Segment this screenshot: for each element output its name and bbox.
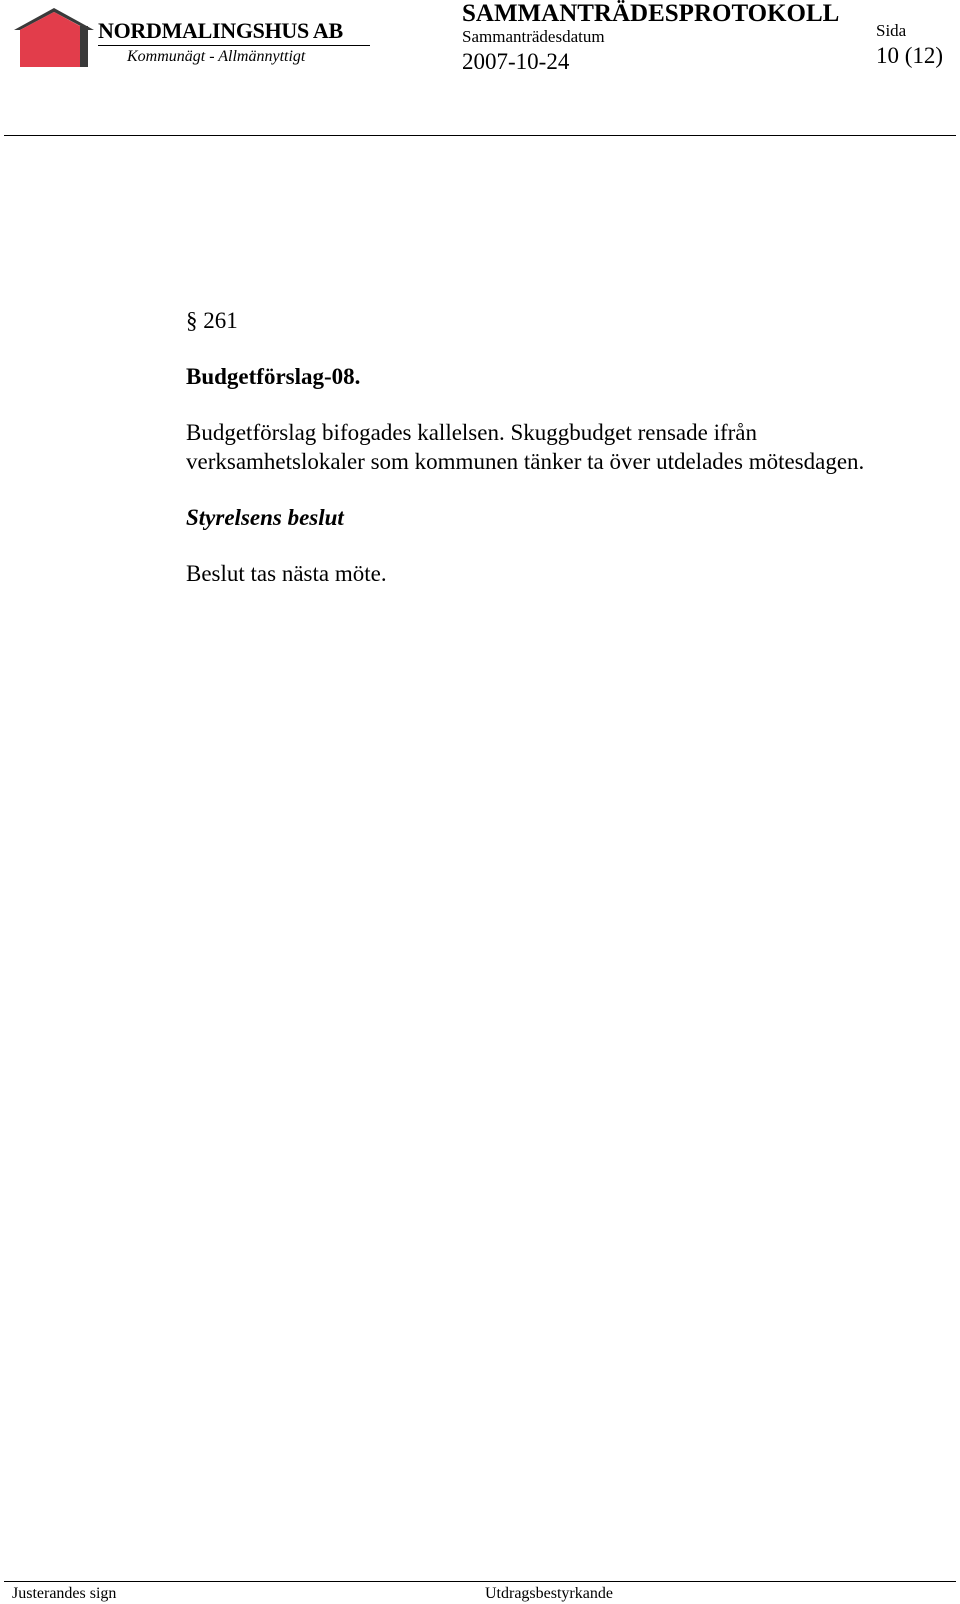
meeting-date-value: 2007-10-24: [462, 49, 570, 74]
document-type-title: SAMMANTRÄDESPROTOKOLL: [462, 0, 840, 27]
house-icon: [14, 6, 94, 70]
logo-company-name: NORDMALINGSHUS AB: [98, 18, 343, 43]
page-label: Sida: [876, 21, 907, 40]
paragraph-number: § 261: [186, 308, 238, 333]
header-divider: [4, 135, 956, 136]
decision-text: Beslut tas nästa möte.: [186, 561, 387, 586]
footer-divider: [4, 1581, 956, 1582]
house-side: [80, 26, 88, 67]
item-body-text: Budgetförslag bifogades kallelsen. Skuggbudget rensade ifrån verksamhetslokaler som kommunen tänker ta över utdelades mötesdagen.: [186, 420, 865, 474]
company-logo: [14, 6, 374, 70]
meeting-date-label: Sammanträdesdatum: [462, 27, 605, 46]
decision-heading: Styrelsens beslut: [186, 505, 344, 530]
minutes-section: [186, 306, 936, 588]
page-number: 10 (12): [876, 43, 944, 68]
logo-tagline: Kommunägt - Allmännyttigt: [127, 48, 306, 65]
footer-certification-label: Utdragsbestyrkande: [485, 1585, 613, 1602]
footer-signature-label: Justerandes sign: [12, 1585, 117, 1602]
item-title: Budgetförslag-08.: [186, 364, 361, 389]
logo-divider: [98, 45, 370, 46]
